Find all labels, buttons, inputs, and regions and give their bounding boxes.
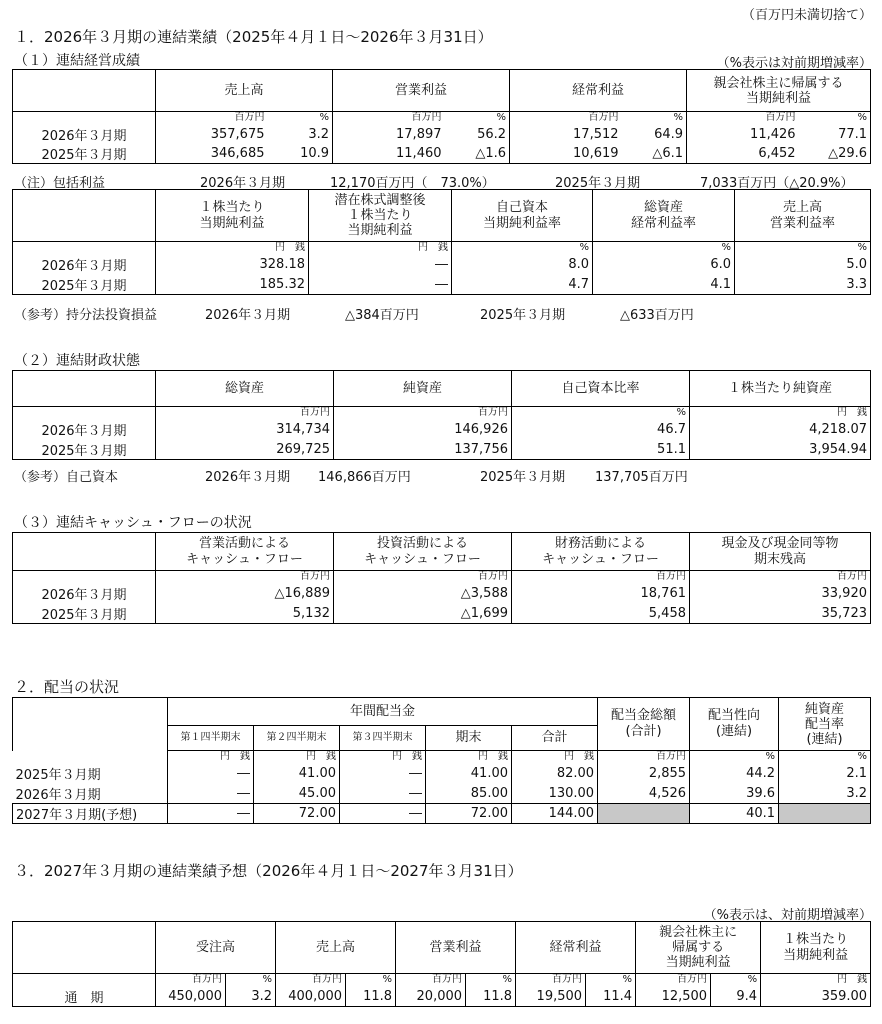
equity-method-label: （参考）持分法投資損益	[14, 308, 158, 323]
value-cell: 346,685	[156, 144, 268, 164]
header-total-assets: 総資産	[156, 371, 334, 407]
value-cell: 45.00	[254, 784, 340, 804]
header-operating-margin: 売上高 営業利益率	[735, 190, 871, 242]
unit-cell: 円 銭	[340, 751, 426, 764]
value-cell: 12,500	[636, 987, 711, 1007]
header-doe: 純資産 配当率 (連結)	[779, 698, 871, 751]
table-row	[13, 125, 871, 144]
value-cell: 357,675	[156, 125, 268, 144]
header-year-end: 期末	[426, 726, 512, 751]
value-cell: 146,926	[334, 420, 512, 440]
value-cell: 85.00	[426, 784, 512, 804]
header-investing-cf: 投資活動による キャッシュ・フロー	[334, 533, 512, 571]
header-sales: 売上高	[276, 922, 396, 974]
unit-cell: 円 銭	[512, 751, 598, 764]
header-net-assets: 純資産	[334, 371, 512, 407]
comprehensive-income-value-1: 12,170百万円（ 73.0%）	[330, 176, 495, 191]
header-operating-profit: 営業利益	[396, 922, 516, 974]
value-cell: △1.6	[445, 144, 510, 164]
value-cell: 11.8	[346, 987, 396, 1007]
unit-cell: 百万円	[636, 974, 711, 987]
per-share-table	[12, 189, 871, 295]
value-cell: ―	[309, 275, 452, 295]
value-cell: 5.0	[735, 255, 871, 275]
row-label: 通 期	[13, 987, 156, 1007]
value-cell: 6,452	[687, 144, 799, 164]
unit-note: （百万円未満切捨て）	[741, 8, 872, 23]
value-cell: 6.0	[593, 255, 735, 275]
value-cell: 185.32	[156, 275, 309, 295]
header-ordinary-profit: 経常利益	[516, 922, 636, 974]
table-row	[13, 144, 871, 164]
dividend-table	[12, 697, 871, 824]
unit-cell: %	[735, 242, 871, 255]
comprehensive-income-period-1: 2026年３月期	[200, 176, 286, 191]
value-cell: ―	[168, 784, 254, 804]
value-cell: 314,734	[156, 420, 334, 440]
unit-cell: 百万円	[690, 571, 871, 584]
row-label: 2025年３月期	[13, 144, 156, 164]
unit-cell: %	[346, 974, 396, 987]
value-cell: △16,889	[156, 584, 334, 604]
value-cell: 269,725	[156, 440, 334, 460]
value-cell: ―	[340, 804, 426, 824]
value-cell: 10,619	[510, 144, 622, 164]
value-cell: 2.1	[779, 764, 871, 784]
forecast-table	[12, 921, 871, 1007]
value-cell: 5,132	[156, 604, 334, 624]
value-cell: 3,954.94	[690, 440, 871, 460]
table-row	[13, 784, 871, 804]
equity-capital-period-2: 2025年３月期	[480, 470, 566, 485]
unit-cell: %	[593, 242, 735, 255]
value-cell: 56.2	[477, 126, 507, 142]
unit-cell: 百万円	[512, 571, 690, 584]
header-cash-ending: 現金及び現金同等物 期末残高	[690, 533, 871, 571]
header-roe: 自己資本 当期純利益率	[452, 190, 593, 242]
unit-cell: %	[673, 112, 684, 124]
value-cell: 450,000	[156, 987, 226, 1007]
value-cell: △1,699	[334, 604, 512, 624]
header-annual-dividend: 年間配当金	[168, 698, 598, 726]
value-cell: 82.00	[512, 764, 598, 784]
value-cell: 3.2	[779, 784, 871, 804]
value-cell: 72.00	[254, 804, 340, 824]
subsection-2-title: （２）連結財政状態	[14, 353, 140, 369]
pct-note: （%表示は対前期増減率）	[716, 56, 872, 71]
header-eps: １株当たり 当期純利益	[761, 922, 871, 974]
table-row	[13, 255, 871, 275]
row-label: 2025年３月期	[13, 275, 156, 295]
row-label: 2026年３月期	[15, 787, 101, 803]
unit-cell: %	[586, 974, 636, 987]
unit-cell: 百万円	[156, 974, 226, 987]
header-payout-ratio: 配当性向 (連結)	[690, 698, 779, 751]
value-cell: ―	[340, 764, 426, 784]
equity-capital-value-1: 146,866百万円	[318, 470, 411, 485]
unit-cell: %	[226, 974, 276, 987]
value-cell: 3.2	[308, 126, 330, 142]
value-cell: 5,458	[512, 604, 690, 624]
equity-capital-label: （参考）自己資本	[14, 470, 119, 485]
header-eps: １株当たり 当期純利益	[156, 190, 309, 242]
corner-cell	[13, 533, 156, 571]
value-cell: 10.9	[268, 144, 333, 164]
value-cell: 72.00	[426, 804, 512, 824]
value-cell: 40.1	[690, 804, 779, 824]
header-q2: 第２四半期末	[254, 726, 340, 751]
unit-cell: 円 銭	[254, 751, 340, 764]
value-cell: 35,723	[690, 604, 871, 624]
comprehensive-income-value-2: 7,033百万円（△20.9%）	[700, 176, 854, 191]
header-roa: 総資産 経常利益率	[593, 190, 735, 242]
subsection-3-title: （３）連結キャッシュ・フローの状況	[14, 515, 252, 531]
value-cell: 11.4	[586, 987, 636, 1007]
row-label: 2026年３月期	[13, 255, 156, 275]
header-net-income: 親会社株主に帰属する 当期純利益	[687, 70, 871, 112]
corner-cell	[13, 190, 156, 242]
header-q1: 第１四半期末	[168, 726, 254, 751]
header-bps: １株当たり純資産	[690, 371, 871, 407]
corner-cell	[13, 698, 168, 751]
table-row	[13, 764, 871, 784]
unit-cell: 円 銭	[426, 751, 512, 764]
value-cell: 11,460	[333, 144, 445, 164]
value-cell: 359.00	[761, 987, 871, 1007]
header-net-income: 親会社株主に 帰属する 当期純利益	[636, 922, 761, 974]
unit-cell: 円 銭	[156, 242, 309, 255]
unit-cell: 百万円	[510, 112, 622, 125]
value-cell: 77.1	[799, 125, 871, 144]
value-cell: 19,500	[516, 987, 586, 1007]
row-label: 2025年３月期	[13, 604, 156, 624]
operating-results-table	[12, 69, 871, 164]
unit-cell: %	[779, 751, 871, 764]
row-label: 2026年３月期	[13, 584, 156, 604]
equity-capital-value-2: 137,705百万円	[595, 470, 688, 485]
value-cell: ―	[168, 764, 254, 784]
unit-cell: %	[496, 112, 507, 124]
equity-method-period-1: 2026年３月期	[205, 308, 291, 323]
value-cell: 51.1	[512, 440, 690, 460]
value-cell: 11.8	[466, 987, 516, 1007]
header-operating-cf: 営業活動による キャッシュ・フロー	[156, 533, 334, 571]
value-cell: 8.0	[452, 255, 593, 275]
header-orders: 受注高	[156, 922, 276, 974]
table-row	[13, 804, 871, 824]
value-cell: 46.7	[512, 420, 690, 440]
unit-cell: 円 銭	[690, 407, 871, 420]
value-cell	[598, 804, 690, 824]
row-label: 2025年３月期	[13, 440, 156, 460]
unit-cell: %	[512, 407, 690, 420]
equity-method-value-2: △633百万円	[620, 308, 694, 323]
unit-cell: 百万円	[156, 407, 334, 420]
table-row	[13, 987, 871, 1007]
value-cell: ―	[168, 804, 254, 824]
value-cell: 4.1	[593, 275, 735, 295]
value-cell: 20,000	[396, 987, 466, 1007]
unit-cell: %	[799, 112, 871, 125]
value-cell: 17,897	[333, 125, 445, 144]
unit-cell: 百万円	[276, 974, 346, 987]
corner-cell	[13, 70, 156, 112]
unit-cell: 百万円	[156, 112, 268, 125]
value-cell: 4,526	[598, 784, 690, 804]
unit-cell: 百万円	[687, 112, 799, 125]
row-label: 2025年３月期	[15, 768, 101, 783]
unit-cell: 円 銭	[761, 974, 871, 987]
unit-cell: %	[452, 242, 593, 255]
value-cell: 41.00	[426, 764, 512, 784]
row-label: 2027年３月期(予想)	[13, 804, 168, 824]
unit-cell: 百万円	[516, 974, 586, 987]
value-cell: 3.2	[226, 987, 276, 1007]
header-q3: 第３四半期末	[340, 726, 426, 751]
unit-cell: %	[466, 974, 516, 987]
value-cell: 2,855	[598, 764, 690, 784]
unit-cell: 百万円	[156, 571, 334, 584]
header-sales: 売上高	[156, 70, 333, 112]
table-row	[13, 584, 871, 604]
subsection-1-title: （１）連結経営成績	[14, 53, 140, 69]
value-cell: 144.00	[512, 804, 598, 824]
value-cell: 4,218.07	[690, 420, 871, 440]
header-operating-profit: 営業利益	[333, 70, 510, 112]
header-diluted-eps: 潜在株式調整後 １株当たり 当期純利益	[309, 190, 452, 242]
value-cell: 17,512	[510, 125, 622, 144]
table-row	[13, 440, 871, 460]
table-row	[13, 604, 871, 624]
header-financing-cf: 財務活動による キャッシュ・フロー	[512, 533, 690, 571]
equity-method-value-1: △384百万円	[345, 308, 419, 323]
header-equity-ratio: 自己資本比率	[512, 371, 690, 407]
header-total-dividend: 配当金総額 (合計)	[598, 698, 690, 751]
value-cell: △6.1	[622, 144, 687, 164]
section-3-title: ３．2027年３月期の連結業績予想（2026年４月１日～2027年３月31日）	[14, 862, 523, 880]
equity-capital-period-1: 2026年３月期	[205, 470, 291, 485]
value-cell: 64.9	[654, 126, 684, 142]
value-cell: 400,000	[276, 987, 346, 1007]
value-cell: 41.00	[254, 764, 340, 784]
value-cell: 44.2	[690, 764, 779, 784]
unit-cell: %	[690, 751, 779, 764]
unit-cell: 百万円	[333, 112, 445, 125]
unit-cell: %	[711, 974, 761, 987]
value-cell: 137,756	[334, 440, 512, 460]
comprehensive-income-period-2: 2025年３月期	[555, 176, 641, 191]
section-2-title: ２．配当の状況	[14, 678, 120, 696]
forecast-pct-note: （%表示は、対前期増減率）	[703, 908, 872, 923]
value-cell: 130.00	[512, 784, 598, 804]
table-row	[13, 275, 871, 295]
value-cell: ―	[309, 255, 452, 275]
comprehensive-income-label: （注）包括利益	[14, 176, 106, 191]
value-cell: 4.7	[452, 275, 593, 295]
corner-cell	[13, 922, 156, 974]
value-cell: △3,588	[334, 584, 512, 604]
value-cell: 11,426	[687, 125, 799, 144]
value-cell	[779, 804, 871, 824]
row-label: 2026年３月期	[13, 125, 156, 144]
header-total: 合計	[512, 726, 598, 751]
value-cell: △29.6	[799, 144, 871, 164]
header-ordinary-profit: 経常利益	[510, 70, 687, 112]
value-cell: 3.3	[735, 275, 871, 295]
value-cell: 33,920	[690, 584, 871, 604]
value-cell: 39.6	[690, 784, 779, 804]
corner-cell	[13, 371, 156, 407]
section-1-title: １．2026年３月期の連結業績（2025年４月１日～2026年３月31日）	[14, 28, 493, 46]
value-cell: ―	[340, 784, 426, 804]
cash-flow-table	[12, 532, 871, 624]
table-row	[13, 420, 871, 440]
unit-cell: 百万円	[598, 751, 690, 764]
unit-cell: 百万円	[334, 571, 512, 584]
unit-cell: 円 銭	[309, 242, 452, 255]
unit-cell: 百万円	[396, 974, 466, 987]
value-cell: 18,761	[512, 584, 690, 604]
value-cell: 328.18	[156, 255, 309, 275]
equity-method-period-2: 2025年３月期	[480, 308, 566, 323]
unit-cell: 百万円	[334, 407, 512, 420]
unit-cell: %	[319, 112, 330, 124]
financial-position-table	[12, 370, 871, 460]
unit-cell: 円 銭	[168, 751, 254, 764]
value-cell: 9.4	[711, 987, 761, 1007]
row-label: 2026年３月期	[13, 420, 156, 440]
